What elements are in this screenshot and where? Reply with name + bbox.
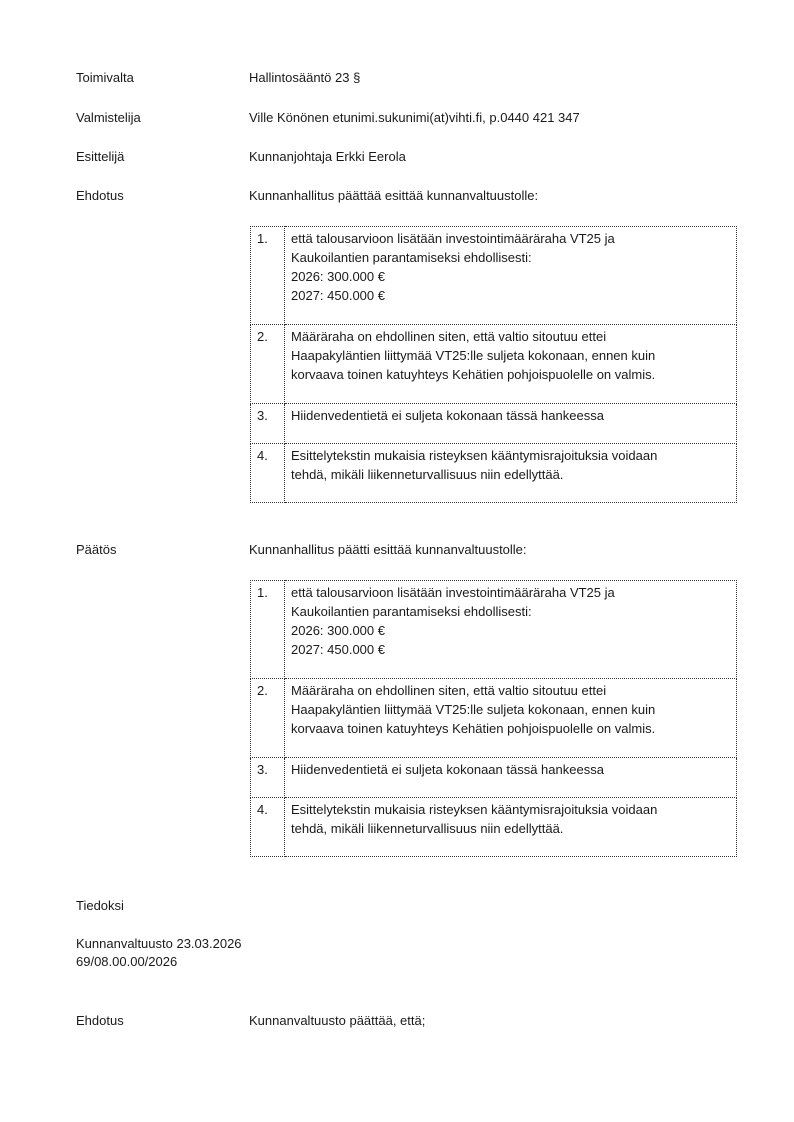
tiedoksi-heading: Tiedoksi	[76, 898, 124, 913]
text-line: korvaava toinen katuyhteys Kehätien pohjoispuolelle on valmis.	[291, 721, 656, 736]
table-row	[251, 227, 737, 325]
table-row	[251, 444, 737, 503]
table-row	[251, 758, 737, 798]
field-label: Esittelijä	[76, 149, 125, 164]
text-line: 2026: 300.000 €	[291, 269, 385, 284]
item-number: 2.	[251, 325, 285, 404]
text-line: tehdä, mikäli liikenneturvallisuus niin edellyttää.	[291, 467, 564, 482]
field-value: Kunnanvaltuusto päättää, että;	[249, 1013, 426, 1028]
item-number: 1.	[251, 581, 285, 679]
council-meeting-date: Kunnanvaltuusto 23.03.2026	[76, 936, 242, 951]
decision-table	[250, 580, 737, 857]
field-label: Toimivalta	[76, 70, 134, 85]
text-line: että talousarvioon lisätään investointimääräraha VT25 ja	[291, 585, 615, 600]
item-number: 3.	[251, 404, 285, 444]
field-value: Kunnanhallitus päätti esittää kunnanvaltuustolle:	[249, 542, 527, 557]
text-line: Haapakyläntien liittymää VT25:lle suljeta kokonaan, ennen kuin	[291, 348, 656, 363]
council-case-number: 69/08.00.00/2026	[76, 954, 178, 969]
field-label: Päätös	[76, 542, 117, 557]
text-line: Haapakyläntien liittymää VT25:lle suljeta kokonaan, ennen kuin	[291, 702, 656, 717]
table-row	[251, 679, 737, 758]
table-row	[251, 798, 737, 857]
item-number: 4.	[251, 798, 285, 857]
field-label: Valmistelija	[76, 110, 141, 125]
item-text	[285, 227, 737, 325]
table-row	[251, 581, 737, 679]
item-number: 2.	[251, 679, 285, 758]
item-text	[285, 758, 737, 798]
item-text	[285, 581, 737, 679]
text-line: Hiidenvedentietä ei suljeta kokonaan tässä hankeessa	[291, 762, 604, 777]
item-text	[285, 444, 737, 503]
text-line: että talousarvioon lisätään investointimääräraha VT25 ja	[291, 231, 615, 246]
proposal-table	[250, 226, 737, 503]
field-label: Ehdotus	[76, 188, 124, 203]
text-line: Määräraha on ehdollinen siten, että valtio sitoutuu ettei	[291, 329, 607, 344]
text-line: Esittelytekstin mukaisia risteyksen kääntymisrajoituksia voidaan	[291, 448, 658, 463]
field-value: Ville Könönen etunimi.sukunimi(at)vihti.fi, p.0440 421 347	[249, 110, 580, 125]
item-text	[285, 325, 737, 404]
field-label: Ehdotus	[76, 1013, 124, 1028]
field-value: Hallintosääntö 23 §	[249, 70, 361, 85]
text-line: 2026: 300.000 €	[291, 623, 385, 638]
item-number: 4.	[251, 444, 285, 503]
text-line: korvaava toinen katuyhteys Kehätien pohjoispuolelle on valmis.	[291, 367, 656, 382]
table-row	[251, 404, 737, 444]
text-line: Kaukoilantien parantamiseksi ehdollisesti:	[291, 250, 532, 265]
text-line: tehdä, mikäli liikenneturvallisuus niin edellyttää.	[291, 821, 564, 836]
field-value: Kunnanhallitus päättää esittää kunnanvaltuustolle:	[249, 188, 539, 203]
text-line: Määräraha on ehdollinen siten, että valtio sitoutuu ettei	[291, 683, 607, 698]
text-line: Kaukoilantien parantamiseksi ehdollisesti:	[291, 604, 532, 619]
item-text	[285, 679, 737, 758]
text-line: 2027: 450.000 €	[291, 642, 385, 657]
field-value: Kunnanjohtaja Erkki Eerola	[249, 149, 406, 164]
item-number: 1.	[251, 227, 285, 325]
text-line: Hiidenvedentietä ei suljeta kokonaan tässä hankeessa	[291, 408, 604, 423]
table-row	[251, 325, 737, 404]
item-text	[285, 404, 737, 444]
text-line: 2027: 450.000 €	[291, 288, 385, 303]
item-text	[285, 798, 737, 857]
item-number: 3.	[251, 758, 285, 798]
text-line: Esittelytekstin mukaisia risteyksen kääntymisrajoituksia voidaan	[291, 802, 658, 817]
